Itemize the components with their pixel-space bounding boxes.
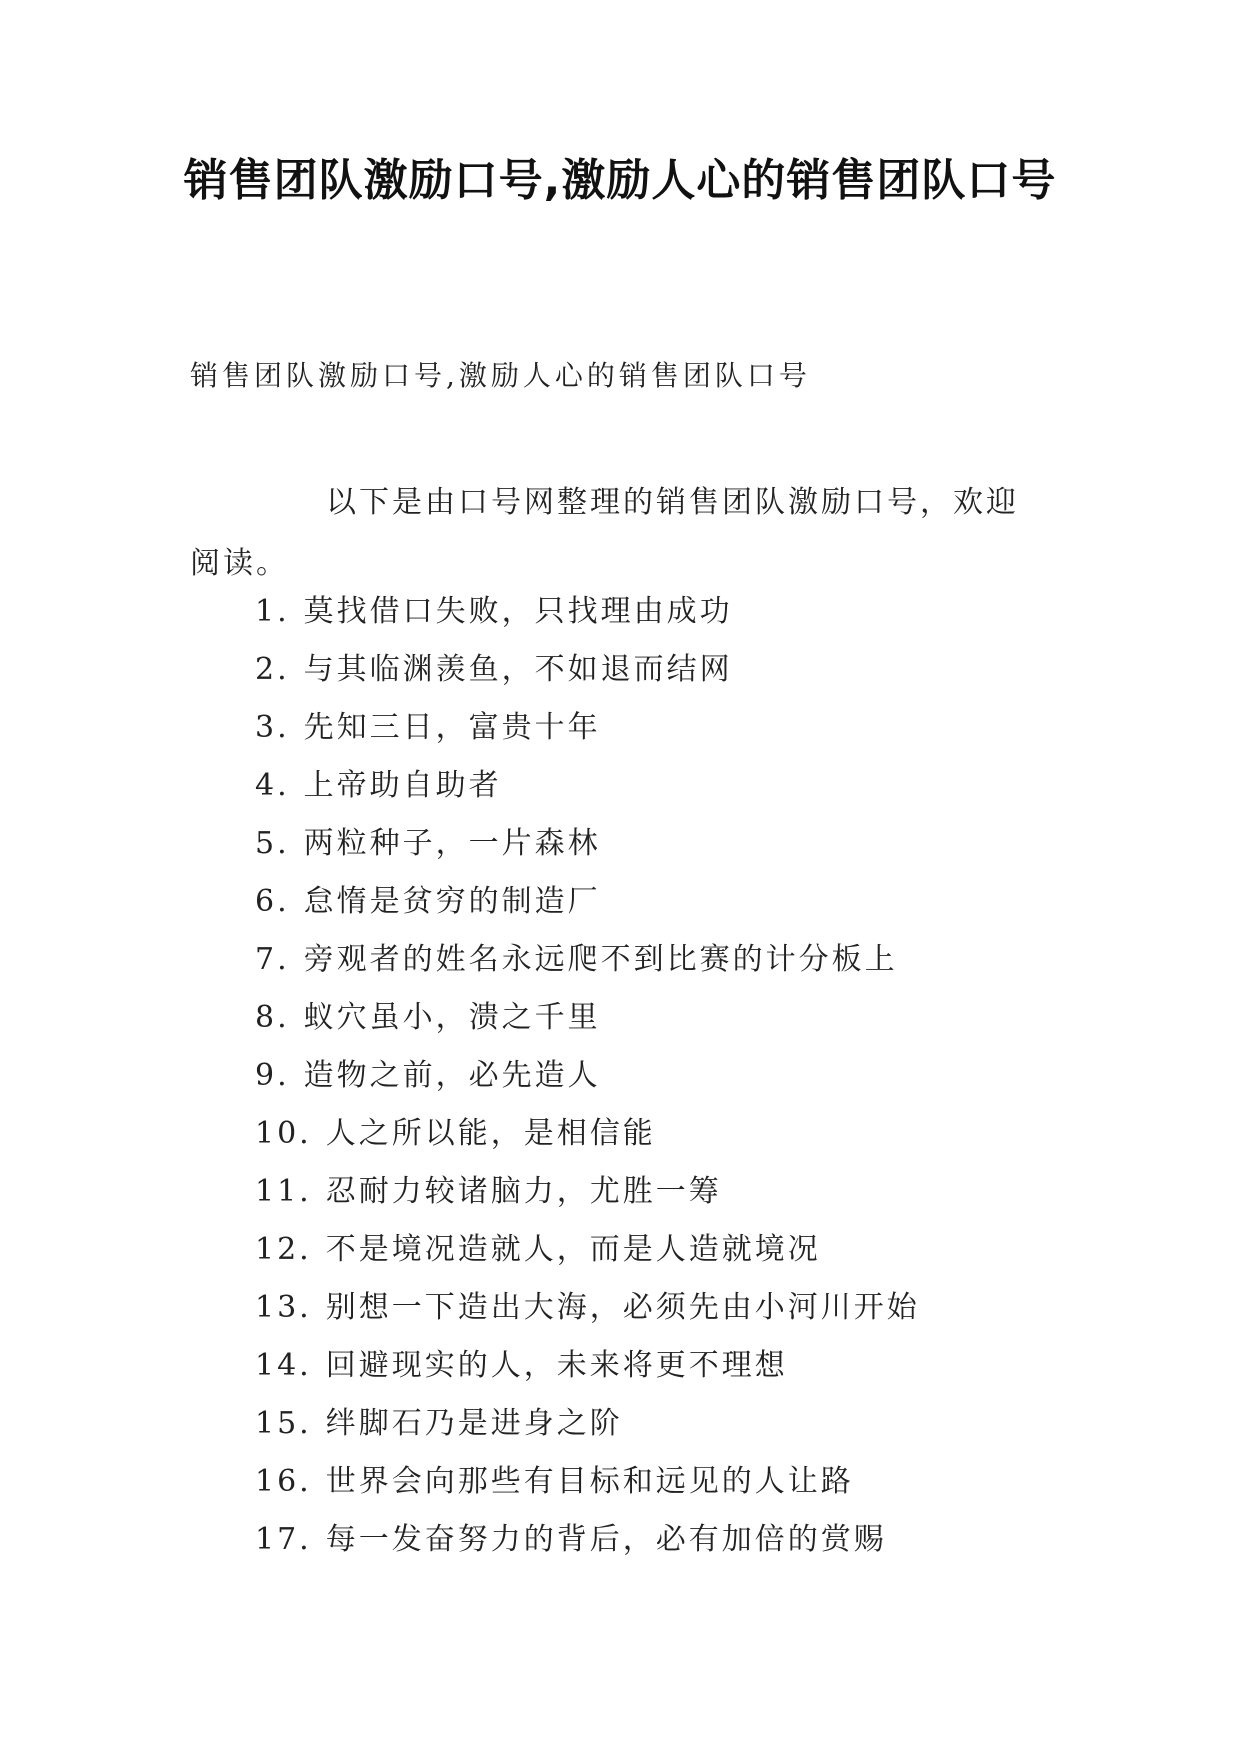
slogan-item bbox=[255, 641, 920, 699]
slogan-number: 11. bbox=[255, 1174, 312, 1209]
slogan-text: 先知三日，富贵十年 bbox=[303, 710, 601, 745]
slogan-list bbox=[255, 583, 920, 1569]
slogan-number: 7. bbox=[255, 942, 290, 977]
slogan-text: 莫找借口失败，只找理由成功 bbox=[303, 594, 733, 629]
slogan-text: 回避现实的人，未来将更不理想 bbox=[325, 1348, 788, 1383]
slogan-text: 造物之前，必先造人 bbox=[303, 1058, 601, 1093]
slogan-item bbox=[255, 757, 920, 815]
page-title: 销售团队激励口号,激励人心的销售团队口号 bbox=[183, 155, 1057, 206]
slogan-item bbox=[255, 1337, 920, 1395]
slogan-item bbox=[255, 699, 920, 757]
slogan-number: 4. bbox=[255, 768, 290, 803]
slogan-number: 10. bbox=[255, 1116, 312, 1151]
slogan-item bbox=[255, 1221, 920, 1279]
slogan-text: 旁观者的姓名永远爬不到比赛的计分板上 bbox=[303, 942, 898, 977]
slogan-item bbox=[255, 873, 920, 931]
slogan-item bbox=[255, 1511, 920, 1569]
slogan-text: 与其临渊羡鱼，不如退而结网 bbox=[303, 652, 733, 687]
slogan-item bbox=[255, 1453, 920, 1511]
slogan-item bbox=[255, 931, 920, 989]
slogan-number: 3. bbox=[255, 710, 290, 745]
slogan-number: 5. bbox=[255, 826, 290, 861]
slogan-item bbox=[255, 1279, 920, 1337]
slogan-item bbox=[255, 1105, 920, 1163]
slogan-number: 17. bbox=[255, 1522, 312, 1557]
intro-paragraph: 以下是由口号网整理的销售团队激励口号，欢迎阅读。 bbox=[190, 485, 1019, 581]
slogan-text: 世界会向那些有目标和远见的人让路 bbox=[325, 1464, 854, 1499]
slogan-number: 6. bbox=[255, 884, 290, 919]
slogan-number: 14. bbox=[255, 1348, 312, 1383]
slogan-number: 15. bbox=[255, 1406, 312, 1441]
slogan-number: 13. bbox=[255, 1290, 312, 1325]
slogan-number: 8. bbox=[255, 1000, 290, 1035]
slogan-item bbox=[255, 989, 920, 1047]
slogan-text: 绊脚石乃是进身之阶 bbox=[325, 1406, 623, 1441]
slogan-number: 16. bbox=[255, 1464, 312, 1499]
slogan-text: 别想一下造出大海，必须先由小河川开始 bbox=[325, 1290, 920, 1325]
document-subtitle: 销售团队激励口号,激励人心的销售团队口号 bbox=[190, 359, 811, 392]
slogan-text: 蚁穴虽小，溃之千里 bbox=[303, 1000, 601, 1035]
slogan-text: 上帝助自助者 bbox=[303, 768, 502, 803]
slogan-number: 9. bbox=[255, 1058, 290, 1093]
slogan-number: 12. bbox=[255, 1232, 312, 1267]
slogan-text: 忍耐力较诸脑力，尤胜一筹 bbox=[325, 1174, 722, 1209]
slogan-item bbox=[255, 1163, 920, 1221]
slogan-item bbox=[255, 815, 920, 873]
slogan-number: 2. bbox=[255, 652, 290, 687]
slogan-text: 不是境况造就人，而是人造就境况 bbox=[325, 1232, 821, 1267]
slogan-item bbox=[255, 1047, 920, 1105]
slogan-number: 1. bbox=[255, 594, 290, 629]
slogan-item bbox=[255, 1395, 920, 1453]
slogan-item bbox=[255, 583, 920, 641]
slogan-text: 两粒种子，一片森林 bbox=[303, 826, 601, 861]
slogan-text: 人之所以能，是相信能 bbox=[325, 1116, 656, 1151]
slogan-text: 每一发奋努力的背后，必有加倍的赏赐 bbox=[325, 1522, 887, 1557]
slogan-text: 怠惰是贫穷的制造厂 bbox=[303, 884, 601, 919]
